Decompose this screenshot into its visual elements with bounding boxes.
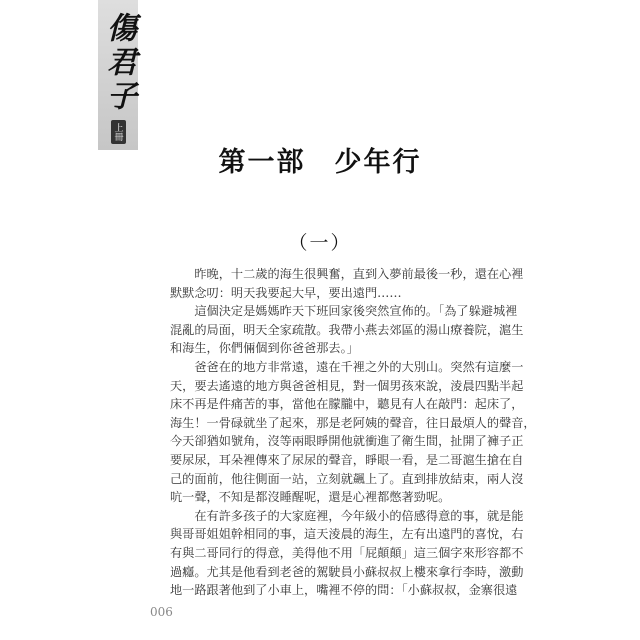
text-line: 和海生，你們倆個到你爸爸那去。」 [170,341,359,356]
text-line: 海生！一骨碌就坐了起來，那是老阿姨的聲音，往日最煩人的聲音， [170,415,536,430]
body-text [170,265,536,600]
text-line: 混亂的局面，明天全家疏散。我帶小燕去郊區的湯山療養院，滬生 [170,322,524,337]
text-line: 己的面前，他往側面一站，立刻就飆上了。直到排放結束，兩人沒 [170,471,524,486]
text-line: 床不再是件痛苦的事，當他在朦朧中，聽見有人在敲門：起床了， [170,397,524,412]
text-line: 這個決定是媽媽昨天下班回家後突然宣佈的。「為了躲避城裡 [170,304,518,319]
text-line: 要尿尿，耳朵裡傳來了尿尿的聲音，睜眼一看，是二哥滬生搶在自 [170,452,524,467]
text-line: 與哥哥姐姐幹相同的事，這天淩晨的海生，左有出遠門的喜悅，右 [170,527,524,542]
text-line: 過癮。尤其是他看到老爸的駕駛員小蘇叔叔上樓來拿行李時，激動 [170,564,524,579]
text-line: 吭一聲，不知是都沒睡醒呢，還是心裡都憋著勁呢。 [170,490,451,505]
volume-label: 上冊 [111,120,126,144]
text-line: 默默念叨：明天我要起大早，要出遠門…… [170,285,402,300]
page-number: 006 [150,605,173,619]
section-title: （一） [288,232,352,254]
text-line: 昨晚，十二歲的海生很興奮，直到入夢前最後一秒，還在心裡 [170,267,524,281]
text-line: 爸爸在的地方非常遠，遠在千裡之外的大別山。突然有這麼一 [170,359,524,374]
text-line: 天，要去遙遠的地方與爸爸相見，對一個男孩來說，淩晨四點半起 [170,378,524,393]
text-line: 地一路跟著他到了小車上，嘴裡不停的問：「小蘇叔叔，金寨很遠 [170,583,518,598]
book-title: 傷君子 [101,12,136,114]
text-line: 在有許多孩子的大家庭裡，今年級小的倍感得意的事，就是能 [170,508,524,523]
part-title: 第一部 少年行 [218,147,422,178]
text-line: 有與二哥同行的得意，美得他不用「屁顛顛」這三個字來形容都不 [170,545,524,560]
side-title-band [98,0,138,150]
text-line: 今天卻猶如號角，沒等兩眼睜開他就衝進了衛生間，扯開了褲子正 [170,434,524,449]
